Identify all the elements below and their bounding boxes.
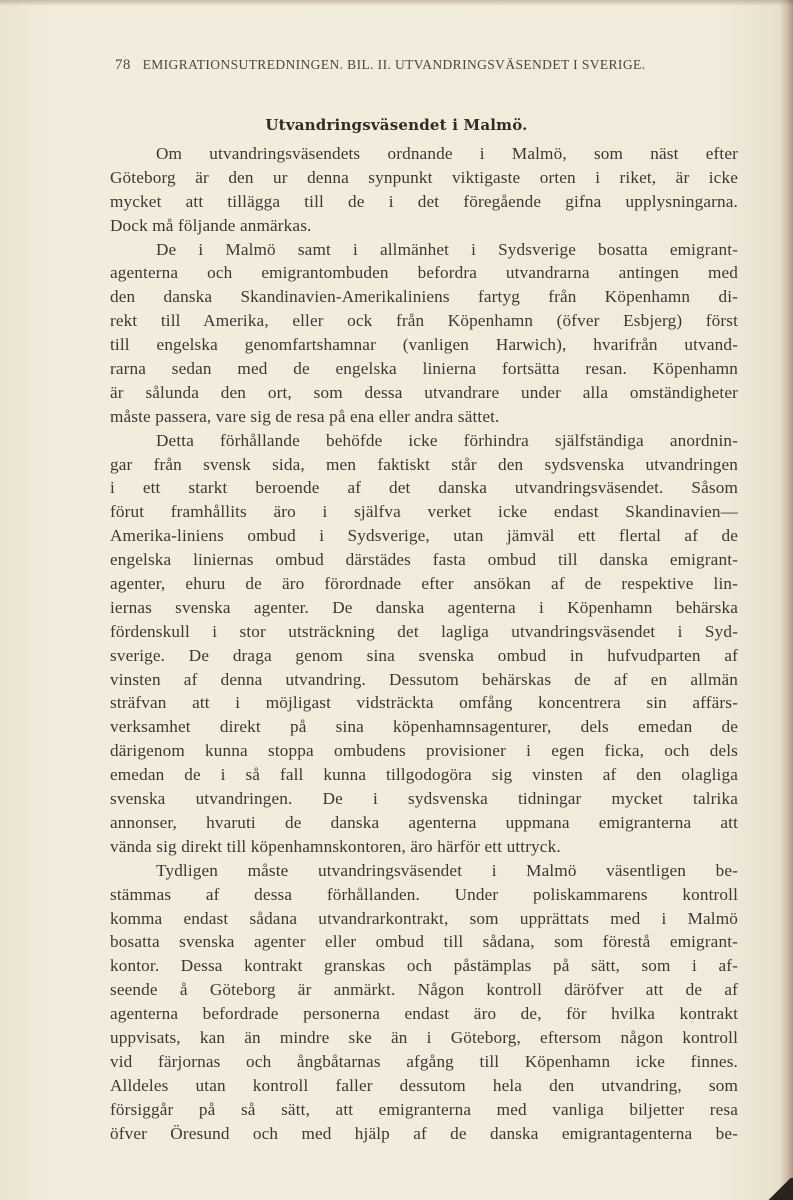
- text-line: gar från svensk sida, men faktiskt står den sydsvenska utvandringen: [110, 454, 738, 474]
- text-line: rarna sedan med de engelska linierna fortsätta resan. Köpenhamn: [110, 359, 738, 379]
- text-line: måste passera, vare sig de resa på ena eller andra sättet.: [110, 406, 500, 426]
- text-line: agenterna och emigrantombuden befordra utvandrarna antingen med: [110, 263, 738, 283]
- text-line: Tydligen måste utvandringsväsendet i Malmö väsentligen be-: [156, 860, 738, 880]
- text-line: komma endast sådana utvandrarkontrakt, som upprättats med i Malmö: [110, 908, 738, 928]
- text-line: bosatta svenska agenter eller ombud till sådana, som förestå emigrant-: [110, 932, 738, 952]
- body-text: [110, 142, 738, 1145]
- text-line: försiggår på så sätt, att emigranterna med vanliga biljetter resa: [110, 1099, 738, 1119]
- text-line: kontor. Dessa kontrakt granskas och påstämplas på sätt, som i af-: [110, 956, 738, 976]
- text-line: seende å Göteborg är anmärkt. Någon kontroll däröfver att de af: [110, 980, 738, 1000]
- page-number: 78: [115, 57, 131, 73]
- text-line: till engelska genomfartshamnar (vanligen Harwich), hvarifrån utvand-: [110, 335, 738, 355]
- text-line: agenterna befordrade personerna endast äro de, för hvilka kontrakt: [110, 1004, 738, 1024]
- text-line: vid färjornas och ångbåtarnas afgång till Köpenhamn icke finnes.: [110, 1051, 738, 1071]
- text-line: engelska liniernas ombud därstädes fasta ombud till danska emigrant-: [110, 550, 738, 570]
- text-line: Om utvandringsväsendets ordnande i Malmö, som näst efter: [156, 144, 738, 163]
- text-line: Dock må följande anmärkas.: [110, 215, 312, 235]
- section-title: Utvandringsväsendet i Malmö.: [265, 116, 528, 134]
- text-line: sverige. De draga genom sina svenska ombud in hufvudparten af: [110, 645, 738, 665]
- text-line: mycket att tillägga till de i det föregående gifna upplysningarna.: [110, 191, 738, 211]
- text-line: sträfvan att i möjligast vidsträckta omfång koncentrera sin affärs-: [110, 693, 738, 713]
- text-line: Amerika-liniens ombud i Sydsverige, utan jämväl ett flertal af de: [110, 526, 738, 546]
- text-line: öfver Öresund och med hjälp af de danska emigrantagenterna be-: [110, 1123, 738, 1143]
- text-line: agenter, ehuru de äro förordnade efter ansökan af de respektive lin-: [110, 574, 738, 594]
- text-line: stämmas af dessa förhållanden. Under poliskammarens kontroll: [110, 884, 738, 904]
- corner-mark: [765, 1178, 793, 1200]
- text-line: De i Malmö samt i allmänhet i Sydsverige bosatta emigrant-: [156, 239, 738, 259]
- text-line: uppvisats, kan än mindre ske än i Göteborg, eftersom någon kontroll: [110, 1027, 738, 1047]
- page-right-shadow: [779, 0, 793, 1200]
- page-top-shadow: [0, 0, 793, 6]
- text-line: därigenom kunna stoppa ombudens provisioner i egen ficka, och dels: [110, 741, 738, 761]
- text-line: annonser, hvaruti de danska agenterna uppmana emigranterna att: [110, 812, 738, 832]
- text-line: den danska Skandinavien-Amerikaliniens fartyg från Köpenhamn di-: [110, 287, 738, 307]
- text-line: vända sig direkt till köpenhamnskontoren, äro härför ett uttryck.: [110, 836, 561, 856]
- text-line: Detta förhållande behöfde icke förhindra själfständiga anordnin-: [156, 430, 738, 450]
- text-line: svenska utvandringen. De i sydsvenska tidningar mycket talrika: [110, 789, 738, 809]
- text-line: vinsten af denna utvandring. Dessutom behärskas de af en allmän: [110, 669, 738, 689]
- text-line: rekt till Amerika, eller ock från Köpenhamn (öfver Esbjerg) först: [110, 311, 738, 331]
- text-line: iernas svenska agenter. De danska agenterna i Köpenhamn behärska: [110, 597, 738, 617]
- text-line: verksamhet direkt på sina köpenhamnsagenturer, dels emedan de: [110, 717, 738, 737]
- text-line: i ett starkt beroende af det danska utvandringsväsendet. Såsom: [110, 478, 738, 498]
- running-header: [115, 57, 745, 74]
- running-title: EMIGRATIONSUTREDNINGEN. BIL. II. UTVANDRINGSVÄSENDET I SVERIGE.: [142, 57, 646, 72]
- text-line: Göteborg är den ur denna synpunkt viktigaste orten i riket, är icke: [110, 167, 738, 187]
- text-line: är sålunda den ort, som dessa utvandrare under alla omständigheter: [110, 382, 738, 402]
- text-line: Alldeles utan kontroll faller dessutom hela den utvandring, som: [110, 1075, 738, 1095]
- text-line: fördenskull i stor utsträckning det lagliga utvandringsväsendet i Syd-: [110, 621, 738, 641]
- text-line: emedan de i så fall kunna tillgodogöra sig vinsten af den olagliga: [110, 765, 738, 785]
- text-line: förut framhållits äro i själfva verket icke endast Skandinavien—: [110, 502, 738, 522]
